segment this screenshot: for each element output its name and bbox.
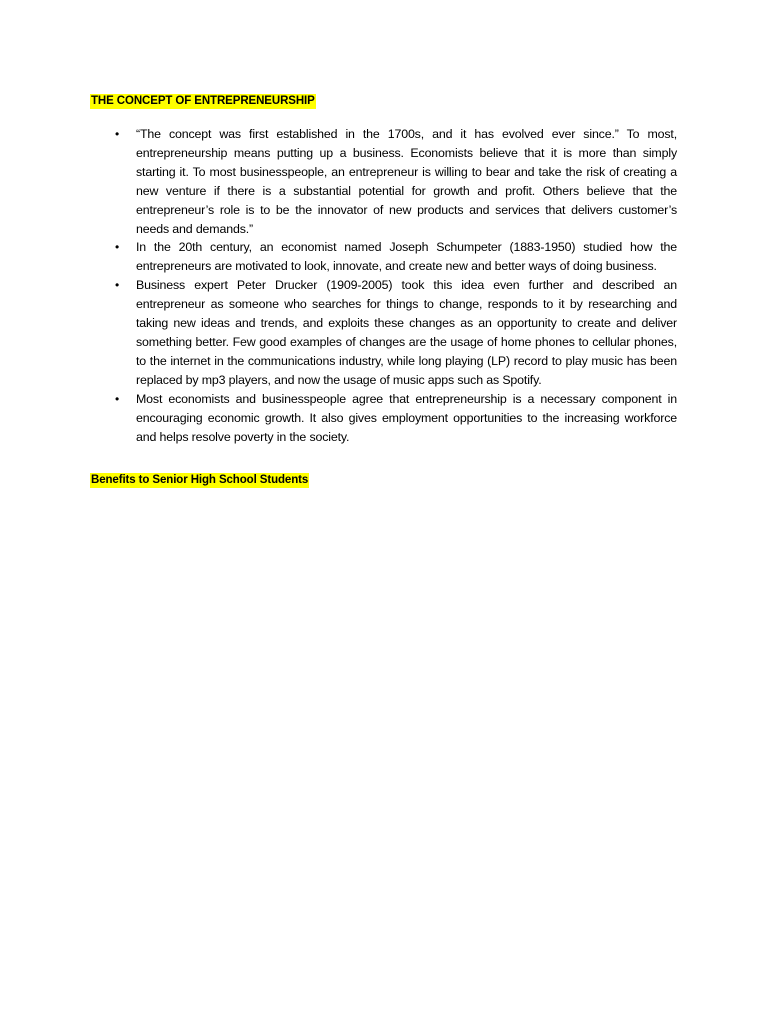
bullet-icon: • [115, 127, 120, 141]
list-item [90, 390, 677, 447]
list-item-text: In the 20th century, an economist named Joseph Schumpeter (1883-1950) studied how the entrepreneurs are motivated to look, innovate, and create new and better ways of doing business. [136, 240, 677, 274]
heading-highlight: Benefits to Senior High School Students [91, 474, 309, 486]
bullet-icon: • [115, 240, 120, 255]
list-item-text: Business expert Peter Drucker (1909-2005) took this idea even further and described an entrepreneur as someone who searches for things to change, responds to it by researching and taking new ideas and trends, and exploits these changes as an opportunity to create and deliver something better. Few good examples of changes are the usage of home phones to cellular phones, to the internet in the communications industry, while long playing (LP) record to play music has been replaced by mp3 players, and now the usage of music apps such as Spotify. [136, 278, 677, 387]
section-heading-concept [90, 93, 316, 109]
heading-highlight: THE CONCEPT OF ENTREPRENEURSHIP [91, 95, 315, 107]
bullet-icon: • [115, 391, 120, 406]
list-item [90, 238, 677, 276]
bullet-list [90, 125, 677, 446]
list-item [90, 276, 677, 389]
list-item-text: Most economists and businesspeople agree that entrepreneurship is a necessary component in encouraging economic growth. It also gives employment opportunities to the increasing workforce and helps resolve poverty in the society. [136, 391, 677, 444]
list-item [90, 125, 677, 238]
bullet-icon: • [115, 278, 120, 293]
section-heading-benefits [90, 472, 309, 488]
list-item-text: “The concept was first established in the 1700s, and it has evolved ever since.” To most, entrepreneurship means putting up a business. Economists believe that it is more than simply starting it. To most businesspeople, an entrepreneur is willing to bear and take the risk of creating a new venture if there is a substantial potential for growth and profit. Others believe that the entrepreneur’s role is to be the innovator of new products and services that delivers customer’s needs and demands.” [136, 127, 677, 236]
